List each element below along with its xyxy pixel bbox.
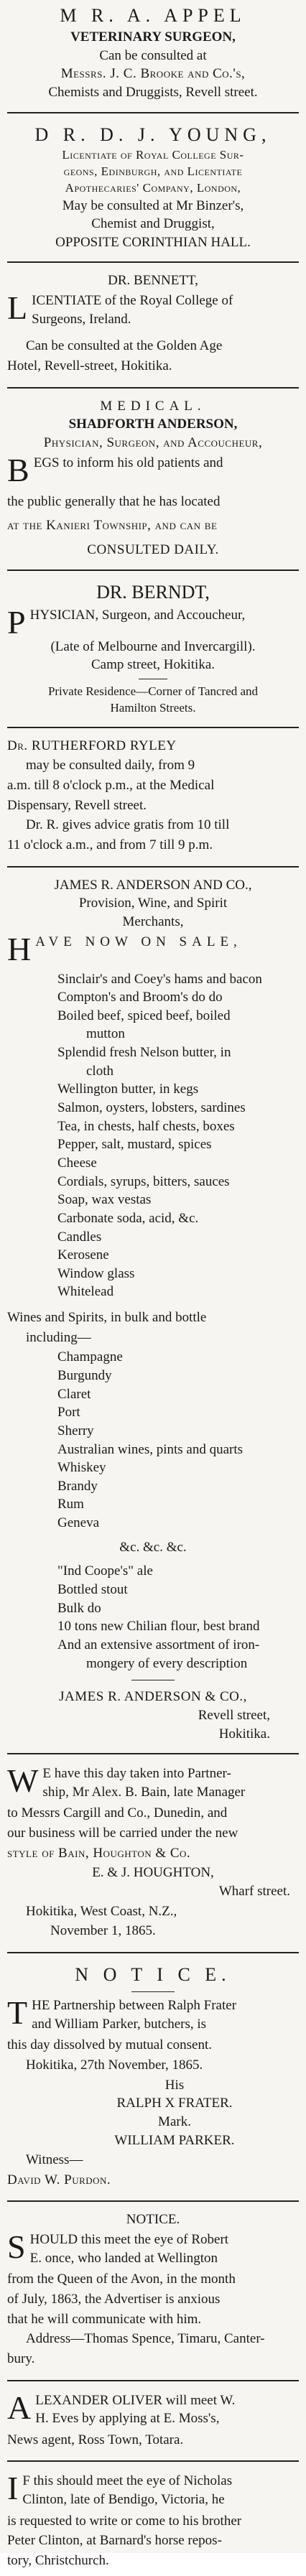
ad-line: a.m. till 8 o'clock p.m., at the Medical: [7, 778, 215, 794]
ad-heading: NOTICE.: [126, 2212, 180, 2228]
ad-line: OPPOSITE CORINTHIAN HALL.: [55, 234, 251, 250]
provisions-list: [7, 970, 299, 1302]
list-item: Whitelead: [57, 1284, 114, 1300]
ad-line: our business will be carried under the new: [7, 1826, 238, 1841]
ad-line: H. Eves by applying at E. Moss's,: [35, 2411, 220, 2427]
ad-line: May be consulted at Mr Binzer's,: [62, 197, 244, 213]
divider: [7, 2460, 299, 2462]
ad-line: may be consulted daily, from 9: [26, 758, 195, 773]
divider: [7, 866, 299, 868]
extras-list: [7, 1562, 299, 1673]
ad-line: at the Kanieri Township, and can be: [7, 518, 218, 534]
ad-line: Clinton, late of Bendigo, Victoria, he: [22, 2492, 225, 2508]
list-item: Kerosene: [57, 1247, 109, 1263]
ad-line: November 1, 1865.: [50, 1923, 156, 1939]
ad-line: and William Parker, butchers, is: [32, 2016, 207, 2032]
drop-cap: P: [7, 603, 26, 641]
list-item: Geneva: [57, 1515, 100, 1531]
ad-line: Apothecaries' Company, London,: [65, 180, 241, 195]
ad-line: 11 o'clock a.m., and from 7 till 9 p.m.: [7, 837, 213, 852]
list-item: Sherry: [57, 1423, 94, 1438]
ad-appel: [7, 0, 299, 106]
list-item: Boiled beef, spiced beef, boiled: [57, 1008, 231, 1023]
ad-clinton: [7, 2468, 299, 2575]
ad-line: Surgeons, Ireland.: [32, 311, 131, 327]
ad-line: AVE NOW ON SALE,: [35, 934, 242, 949]
ad-line: Chemists and Druggists, Revell street.: [48, 85, 258, 101]
ad-line: Revell street,: [198, 1707, 270, 1723]
ad-houghton: [7, 1760, 299, 1946]
list-item: Pepper, salt, mustard, spices: [57, 1137, 212, 1153]
ad-ryley: [7, 734, 299, 860]
list-item: mutton: [86, 1026, 125, 1042]
ad-line: Merchants,: [122, 913, 184, 929]
ad-line: Camp street, Hokitika.: [91, 657, 215, 673]
list-item: Compton's and Broom's do do: [57, 990, 223, 1005]
divider: [7, 112, 299, 113]
ad-title: M R. A. APPEL: [60, 5, 246, 26]
ad-subtitle: VETERINARY SURGEON,: [70, 29, 236, 45]
ad-line: of July, 1863, the Advertiser is anxious: [7, 2292, 221, 2307]
ad-line: (Late of Melbourne and Invercargill).: [50, 638, 256, 654]
ad-line: Messrs. J. C. Brooke and Co.'s,: [60, 66, 246, 82]
ad-line: HE Partnership between Ralph Frater: [32, 1998, 237, 2014]
divider: [7, 569, 299, 571]
divider: [7, 727, 299, 728]
ad-line: E have this day taken into Partner-: [42, 1766, 231, 1782]
divider: [7, 387, 299, 389]
list-item: Cheese: [57, 1155, 97, 1171]
list-item: Port: [57, 1405, 80, 1420]
list-item: Splendid fresh Nelson butter, in: [57, 1045, 231, 1061]
list-item: Champagne: [57, 1349, 123, 1365]
ad-line: is requested to write or come to his brother: [7, 2513, 242, 2529]
ad-oliver: [7, 2387, 299, 2455]
ad-line: Wharf street.: [218, 1884, 290, 1900]
ad-line: from the Queen of the Avon, in the month: [7, 2272, 236, 2287]
list-item: Australian wines, pints and quarts: [57, 1441, 244, 1457]
ad-line: His: [164, 2077, 185, 2093]
list-item: mongery of every description: [86, 1655, 248, 1671]
ad-line: EGS to inform his old patients and: [33, 455, 223, 470]
ad-bennett: [7, 269, 299, 381]
list-item: Soap, wax vestas: [57, 1192, 152, 1208]
list-item: Whiskey: [57, 1460, 106, 1476]
ad-line: Hokitika.: [218, 1726, 270, 1742]
ad-line: HYSICIAN, Surgeon, and Accoucheur,: [29, 607, 246, 623]
list-item: Burgundy: [57, 1368, 112, 1383]
list-item: 10 tons new Chilian flour, best brand: [57, 1619, 260, 1635]
ad-line: Provision, Wine, and Spirit: [78, 896, 228, 911]
ad-line: ship, Mr Alex. B. Bain, late Manager: [42, 1784, 246, 1800]
ad-notice-spence: [7, 2208, 299, 2373]
divider: [7, 2200, 299, 2202]
list-item: Wellington butter, in kegs: [57, 1082, 199, 1097]
ad-title: SHADFORTH ANDERSON,: [68, 417, 238, 432]
ad-line: geons, Edinburgh, and Licentiate: [63, 164, 243, 178]
ad-line: Private Residence—Corner of Tancred and: [47, 684, 259, 698]
ad-line: CONSULTED DAILY.: [87, 541, 219, 557]
ad-provisions: [7, 873, 299, 1748]
ad-berndt: [7, 577, 299, 721]
ad-line: bury.: [7, 2351, 35, 2366]
list-item: Window glass: [57, 1265, 135, 1281]
divider: [7, 1753, 299, 1754]
drop-cap: T: [7, 1994, 28, 2032]
ad-line: Address—Thomas Spence, Timaru, Canter-: [26, 2331, 265, 2347]
ad-line: Can be consulted at the Golden Age: [26, 338, 223, 354]
drop-cap: B: [7, 451, 29, 488]
divider: [7, 261, 299, 263]
ad-signature: E. & J. HOUGHTON,: [92, 1865, 214, 1881]
list-item: Bulk do: [57, 1600, 101, 1616]
list-item: Cordials, syrups, bitters, sauces: [57, 1173, 230, 1189]
ad-line: Peter Clinton, at Barnard's horse repos-: [7, 2533, 222, 2549]
ad-signature: JAMES R. ANDERSON & CO.,: [59, 1689, 247, 1705]
ad-line: F this should meet the eye of Nicholas: [22, 2473, 233, 2489]
drop-cap: W: [7, 1762, 39, 1800]
ad-shadforth-anderson: [7, 394, 299, 564]
ad-young: [7, 119, 299, 256]
list-item: Salmon, oysters, lobsters, sardines: [57, 1100, 246, 1116]
list-item: Claret: [57, 1386, 91, 1402]
ad-line: tory, Christchurch.: [7, 2553, 109, 2569]
ad-line: Dr. R. gives advice gratis from 10 till: [26, 817, 230, 833]
ad-title: D R. D. J. YOUNG,: [34, 124, 272, 145]
ad-line: News agent, Ross Town, Totara.: [7, 2432, 184, 2447]
ad-signature: WILLIAM PARKER.: [114, 2132, 235, 2148]
ad-line: Licentiate of Royal College Sur-: [62, 147, 244, 162]
list-item: cloth: [86, 1063, 113, 1079]
list-item: Sinclair's and Coey's hams and bacon: [57, 971, 262, 987]
list-item: Brandy: [57, 1478, 98, 1494]
ad-line: that he will communicate with him.: [7, 2311, 202, 2327]
ad-notice-frater: [7, 1959, 299, 2195]
divider: [7, 2380, 299, 2381]
ad-line: Witness—: [26, 2152, 83, 2168]
ad-line: Hokitika, 27th November, 1865.: [26, 2057, 203, 2073]
drop-cap: L: [7, 289, 28, 327]
ad-subtitle: Physician, Surgeon, and Accoucheur,: [43, 434, 263, 450]
ad-line: Can be consulted at: [99, 47, 207, 63]
ad-title: DR. BERNDT,: [96, 581, 210, 603]
ad-title: JAMES R. ANDERSON AND CO.,: [54, 877, 252, 893]
ad-line: to Messrs Cargill and Co., Dunedin, and: [7, 1805, 228, 1821]
ad-line: ICENTIATE of the Royal College of: [32, 293, 233, 309]
ad-line: Hamilton Streets.: [110, 700, 196, 715]
ad-heading: N O T I C E.: [75, 1963, 231, 1985]
ad-title: DR. BENNETT,: [108, 273, 198, 289]
wines-list: [7, 1348, 299, 1532]
ad-line: David W. Purdon.: [7, 2172, 111, 2187]
ad-line: Hotel, Revell-street, Hokitika.: [7, 358, 172, 374]
etc-line: &c. &c. &c.: [119, 1539, 187, 1555]
ad-line: style of Bain, Houghton & Co.: [7, 1845, 191, 1861]
ad-line: Wines and Spirits, in bulk and bottle: [7, 1310, 207, 1326]
list-item: Bottled stout: [57, 1582, 128, 1598]
list-item: Tea, in chests, half chests, boxes: [57, 1118, 235, 1134]
ad-line: this day dissolved by mutual consent.: [7, 2037, 212, 2053]
drop-cap: I: [7, 2470, 19, 2507]
divider: [7, 1952, 299, 1953]
drop-cap: H: [7, 930, 32, 967]
list-item: "Ind Coope's" ale: [57, 1563, 153, 1579]
ad-line: Dispensary, Revell street.: [7, 797, 147, 813]
drop-cap: A: [7, 2389, 32, 2426]
ad-signature: RALPH X FRATER.: [116, 2096, 233, 2111]
ad-line: the public generally that he has located: [7, 493, 221, 509]
drop-cap: S: [7, 2228, 26, 2266]
ad-heading: MEDICAL.: [100, 398, 206, 414]
ad-line: Hokitika, West Coast, N.Z.,: [26, 1903, 177, 1919]
ad-line: LEXANDER OLIVER will meet W.: [35, 2392, 236, 2408]
list-item: Carbonate soda, acid, &c.: [57, 1210, 199, 1226]
ad-line: E. once, who landed at Wellington: [29, 2250, 218, 2266]
ad-title: Dr. RUTHERFORD RYLEY: [7, 738, 177, 753]
short-rule: [131, 1991, 175, 1992]
list-item: Rum: [57, 1497, 84, 1512]
list-item: Candles: [57, 1229, 102, 1245]
ad-line: Chemist and Druggist,: [91, 216, 215, 232]
ad-line: HOULD this meet the eye of Robert: [29, 2232, 229, 2248]
list-item: And an extensive assortment of iron-: [57, 1637, 260, 1652]
ad-line: including—: [26, 1329, 91, 1345]
ad-line: Mark.: [158, 2114, 191, 2129]
